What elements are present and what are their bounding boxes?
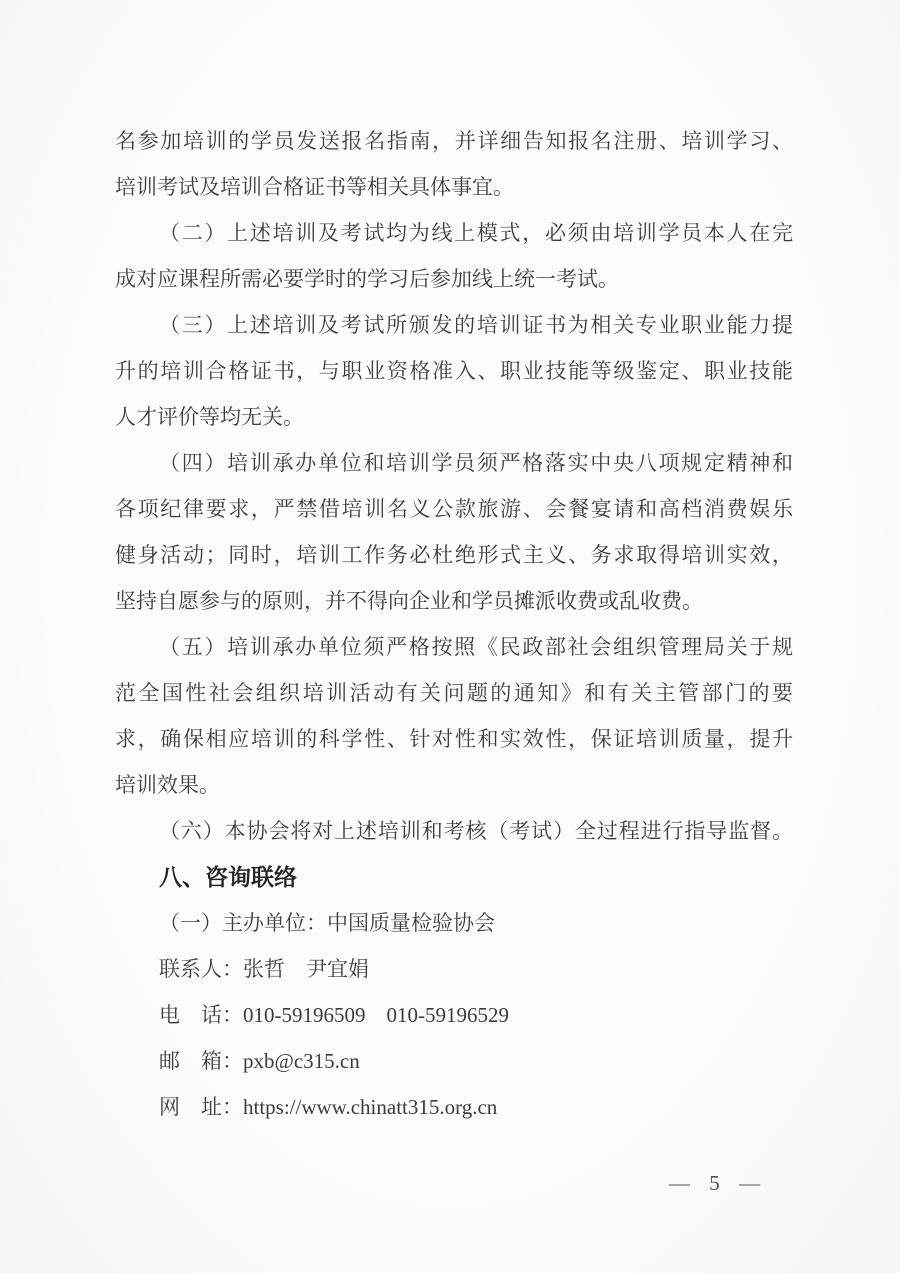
- body-line: （五）培训承办单位须严格按照《民政部社会组织管理局关于规: [159, 635, 793, 659]
- body-line: 各项纪律要求，严禁借培训名义公款旅游、会餐宴请和高档消费娱乐: [115, 497, 793, 521]
- contact-person-line: 联系人：张哲 尹宜娟: [159, 957, 369, 981]
- body-line: 名参加培训的学员发送报名指南，并详细告知报名注册、培训学习、: [115, 129, 793, 153]
- body-line: 求，确保相应培训的科学性、针对性和实效性，保证培训质量，提升: [115, 727, 793, 751]
- body-line: 范全国性社会组织培训活动有关问题的通知》和有关主管部门的要: [115, 681, 793, 705]
- contact-website-line: 网 址：https://www.chinatt315.org.cn: [159, 1095, 498, 1119]
- body-line: 坚持自愿参与的原则，并不得向企业和学员摊派收费或乱收费。: [115, 589, 703, 613]
- body-line: （二）上述培训及考试均为线上模式，必须由培训学员本人在完: [159, 221, 793, 245]
- body-line: 培训效果。: [115, 773, 220, 797]
- body-line: 升的培训合格证书，与职业资格准入、职业技能等级鉴定、职业技能: [115, 359, 793, 383]
- body-line: 人才评价等均无关。: [115, 405, 304, 429]
- section-heading: 八、咨询联络: [159, 864, 297, 890]
- contact-email-line: 邮 箱：pxb@c315.cn: [159, 1049, 360, 1073]
- body-line: （三）上述培训及考试所颁发的培训证书为相关专业职业能力提: [159, 313, 793, 337]
- body-line: 成对应课程所需必要学时的学习后参加线上统一考试。: [115, 267, 619, 291]
- page-number: — 5 —: [669, 1171, 767, 1195]
- contact-phone-line: 电 话：010-59196509 010-59196529: [159, 1003, 509, 1027]
- contact-organizer-line: （一）主办单位：中国质量检验协会: [159, 911, 495, 935]
- body-line: （四）培训承办单位和培训学员须严格落实中央八项规定精神和: [159, 451, 793, 475]
- body-line: （六）本协会将对上述培训和考核（考试）全过程进行指导监督。: [159, 819, 793, 843]
- body-line: 健身活动；同时，培训工作务必杜绝形式主义、务求取得培训实效，: [115, 543, 793, 567]
- body-line: 培训考试及培训合格证书等相关具体事宜。: [115, 175, 514, 199]
- document-body: [115, 118, 793, 1130]
